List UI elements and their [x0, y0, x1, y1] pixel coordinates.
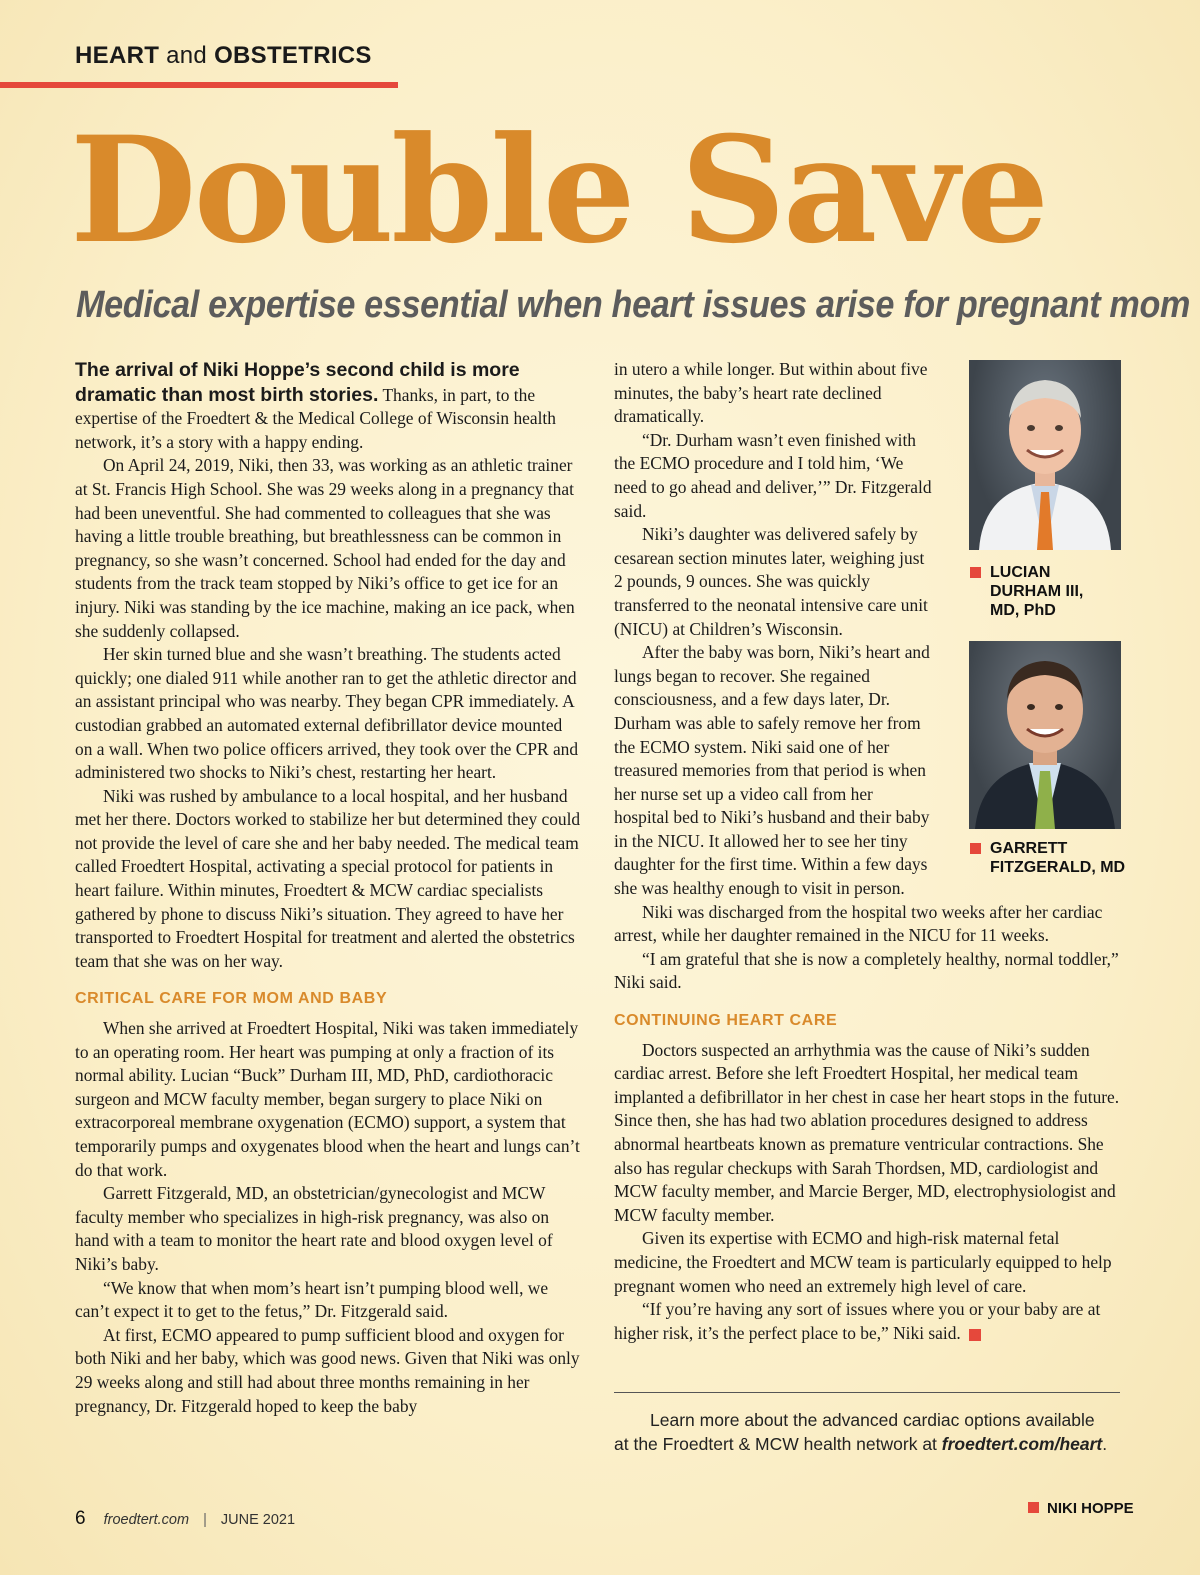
lead-bold-text: The arrival of Niki Hoppe’s second child is more dramatic than most birth stories. — [75, 359, 520, 406]
doctor-photo-fitzgerald — [969, 641, 1121, 829]
footer-separator: | — [203, 1512, 207, 1528]
closing-quote: “If you’re having any sort of issues where you or your baby are at higher risk, it’s the perfect place to be,” Niki said. — [614, 1299, 1101, 1343]
promo-divider — [614, 1392, 1120, 1393]
body-paragraph: When she arrived at Froedtert Hospital, Niki was taken immediately to an operating room. Her heart was pumping at only a fraction of its normal ability. Lucian “Buck” Durham III, MD, PhD, cardiothoracic surgeon and MCW faculty member, began surgery to place Niki on extracorporeal membrane oxygenation (ECMO) support, a system that temporarily pumps and oxygenates blood when the heart and lungs can’t do that work. — [75, 1018, 580, 1180]
article-column-1 — [75, 358, 581, 1418]
lead-paragraph — [75, 358, 581, 454]
body-paragraph: in utero a while longer. But within about five minutes, the baby’s heart rate declined dramatically. — [614, 359, 928, 427]
body-paragraph: “I am grateful that she is now a completely healthy, normal toddler,” Niki said. — [614, 948, 1119, 993]
lead-rest-text: Thanks, in part, to the expertise of the Froedtert & the Medical College of Wisconsin health network, it’s a story with a happy ending. — [75, 384, 556, 452]
subheading-critical-care: CRITICAL CARE FOR MOM AND BABY — [75, 990, 388, 1008]
end-mark-icon — [969, 1329, 981, 1341]
body-paragraph: Niki was discharged from the hospital two weeks after her cardiac arrest, while her daughter remained in the NICU for 11 weeks. — [614, 901, 1103, 946]
body-paragraph: “Dr. Durham wasn’t even finished with the ECMO procedure and I told him, ‘We need to go ahead and deliver,’” Dr. Fitzgerald said. — [614, 429, 932, 521]
headline: Double Save — [70, 105, 1047, 276]
page-footer — [75, 1508, 295, 1530]
caption-durham — [990, 563, 1170, 620]
credit-marker-icon — [1028, 1502, 1039, 1513]
credit-name: NIKI HOPPE — [1047, 1500, 1134, 1517]
section-word-and: and — [166, 42, 208, 69]
body-paragraph: Doctors suspected an arrhythmia was the cause of Niki’s sudden cardiac arrest. Before she left Froedtert Hospital, her medical team implanted a defibrillator in her chest in case her heart stops in the future. Since then, she has had two ablation procedures designed to address abnormal heartbeats known as premature ventricular contractions. She also has regular checkups with Sarah Thordsen, MD, cardiologist and MCW faculty member, and Marcie Berger, MD, electrophysiologist and MCW faculty member. — [614, 1039, 1120, 1225]
subheading-continuing-care: CONTINUING HEART CARE — [614, 1012, 838, 1030]
subheadline: Medical expertise essential when heart issues arise for pregnant mom — [76, 284, 1191, 326]
caption-line: MD, PhD — [990, 602, 1056, 619]
promo-text: Learn more about the advanced cardiac options available at the Froedtert & MCW health network at — [614, 1410, 1095, 1454]
photo-credit — [1028, 1500, 1134, 1517]
narrow-text-block — [614, 358, 932, 901]
footer-site: froedtert.com — [103, 1512, 190, 1528]
page-number: 6 — [75, 1508, 86, 1529]
doctor-photo-durham — [969, 360, 1121, 550]
footer-date: JUNE 2021 — [220, 1512, 296, 1528]
caption-marker-icon — [970, 843, 981, 854]
caption-line: LUCIAN — [990, 564, 1051, 581]
section-label — [75, 42, 372, 70]
caption-fitzgerald — [990, 839, 1180, 877]
caption-marker-icon — [970, 567, 981, 578]
body-paragraph: Given its expertise with ECMO and high-risk maternal fetal medicine, the Froedtert and MCW team is particularly equipped to help pregnant women who need an extremely high level of care. — [614, 1228, 1112, 1296]
body-paragraph: Niki’s daughter was delivered safely by cesarean section minutes later, weighing just 2 pounds, 9 ounces. She was quickly transferred to the neonatal intensive care unit (NICU) at Children’s Wisconsin. — [614, 524, 928, 639]
promo-box — [614, 1408, 1114, 1456]
promo-end: . — [1102, 1434, 1108, 1454]
body-paragraph: “We know that when mom’s heart isn’t pumping blood well, we can’t expect it to get to the fetus,” Dr. Fitzgerald said. — [75, 1277, 549, 1322]
portrait-illustration — [969, 641, 1121, 829]
body-paragraph: At first, ECMO appeared to pump sufficient blood and oxygen for both Niki and her baby, which was good news. Given that Niki was only 29 weeks along and still had about three months remaining in her pregnancy, Dr. Fitzgerald hoped to keep the baby — [75, 1324, 580, 1416]
caption-line: GARRETT — [990, 840, 1068, 857]
body-paragraph: After the baby was born, Niki’s heart and lungs began to recover. She regained consciousness, and a few days later, Dr. Durham was able to safely remove her from the ECMO system. Niki said one of her treasured memories from that period is when her nurse set up a video call from her hospital bed to Niki’s husband and their baby in the NICU. It allowed her to see her tiny daughter for the first time. Within a few days she was healthy enough to visit in person. — [614, 642, 930, 899]
body-paragraph: On April 24, 2019, Niki, then 33, was working as an athletic trainer at St. Francis High School. She was 29 weeks along in a pregnancy that had been uneventful. She had commented to colleagues that she was having a little trouble breathing, but breathlessness can be common in pregnancy, so she wasn’t concerned. School had ended for the day and students from the track team stopped by Niki’s office to get ice for an injury. Niki was standing by the ice machine, making an ice pack, when she suddenly collapsed. — [75, 455, 575, 641]
closing-paragraph — [614, 1298, 1122, 1345]
portrait-illustration — [969, 360, 1121, 550]
section-word-obstetrics: OBSTETRICS — [214, 42, 372, 69]
body-paragraph: Her skin turned blue and she wasn’t breathing. The students acted quickly; one dialed 911 while another ran to get the athletic director and an assistant principal who was nearby. They began CPR immediately. A custodian grabbed an automated external defibrillator device mounted on a wall. When two police officers arrived, they took over the CPR and administered two shocks to Niki’s chest, restarting her heart. — [75, 644, 579, 783]
section-word-heart: HEART — [75, 42, 160, 69]
caption-line: DURHAM III, — [990, 583, 1084, 600]
body-paragraph: Niki was rushed by ambulance to a local hospital, and her husband met her there. Doctors worked to stabilize her but determined they could not provide the level of care she and her baby needed. The medical team called Froedtert Hospital, activating a special protocol for patients in heart failure. Within minutes, Froedtert & MCW cardiac specialists gathered by phone to discuss Niki’s situation. They agreed to have her transported to Froedtert Hospital for treatment and alerted the obstetrics team that she was on her way. — [75, 785, 581, 971]
caption-line: FITZGERALD, MD — [990, 859, 1126, 876]
section-rule — [0, 82, 398, 88]
body-paragraph: Garrett Fitzgerald, MD, an obstetrician/gynecologist and MCW faculty member who specializes in high-risk pregnancy, was also on hand with a team to monitor the heart rate and blood oxygen level of Niki’s baby. — [75, 1183, 553, 1274]
promo-link[interactable]: froedtert.com/heart — [941, 1434, 1103, 1454]
